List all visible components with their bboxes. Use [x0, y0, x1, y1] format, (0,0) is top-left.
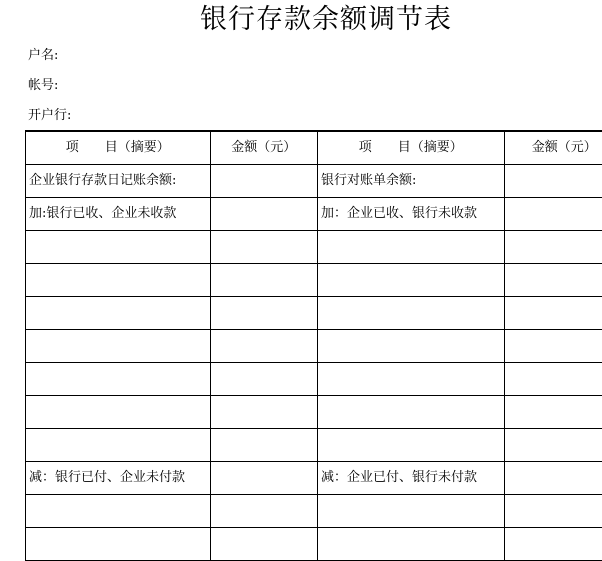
item-bank-cell	[317, 495, 504, 528]
amount-company-cell[interactable]	[210, 462, 317, 495]
item-bank-cell: 减：企业已付、银行未付款	[317, 462, 504, 495]
amount-bank-cell[interactable]	[504, 297, 602, 330]
item-company-cell	[26, 330, 211, 363]
amount-bank-cell[interactable]	[504, 363, 602, 396]
amount-company-cell[interactable]	[210, 396, 317, 429]
amount-company-cell[interactable]	[210, 495, 317, 528]
amount-bank-cell[interactable]	[504, 462, 602, 495]
item-bank-cell	[317, 297, 504, 330]
table-row	[26, 198, 602, 231]
amount-company-cell[interactable]	[210, 231, 317, 264]
item-bank-cell: 加：企业已收、银行未收款	[317, 198, 504, 231]
amount-company-cell[interactable]	[210, 198, 317, 231]
table-row	[26, 231, 602, 264]
header-item-bank: 项 目（摘要）	[317, 131, 504, 165]
amount-company-cell[interactable]	[210, 429, 317, 462]
item-company-cell	[26, 396, 211, 429]
amount-bank-cell[interactable]	[504, 165, 602, 198]
amount-bank-cell[interactable]	[504, 495, 602, 528]
item-company-cell	[26, 264, 211, 297]
item-company-cell	[26, 528, 211, 561]
item-bank-cell	[317, 231, 504, 264]
item-company-cell	[26, 429, 211, 462]
table-row	[26, 330, 602, 363]
item-company-cell	[26, 231, 211, 264]
amount-company-cell[interactable]	[210, 528, 317, 561]
item-company-cell: 加:银行已收、企业未收款	[26, 198, 211, 231]
item-bank-cell	[317, 363, 504, 396]
item-bank-cell	[317, 396, 504, 429]
amount-company-cell[interactable]	[210, 363, 317, 396]
amount-company-cell[interactable]	[210, 330, 317, 363]
amount-bank-cell[interactable]	[504, 231, 602, 264]
header-amount-company: 金额（元）	[210, 131, 317, 165]
table-header-row	[26, 131, 602, 165]
table-row	[26, 165, 602, 198]
item-company-cell: 企业银行存款日记账余额:	[26, 165, 211, 198]
reconciliation-table	[25, 130, 602, 561]
item-bank-cell	[317, 429, 504, 462]
table-row	[26, 429, 602, 462]
table-row	[26, 462, 602, 495]
item-bank-cell: 银行对账单余额:	[317, 165, 504, 198]
table-row	[26, 363, 602, 396]
table-row	[26, 495, 602, 528]
item-company-cell	[26, 297, 211, 330]
amount-company-cell[interactable]	[210, 297, 317, 330]
item-company-cell	[26, 363, 211, 396]
bank-label: 开户行:	[28, 108, 71, 124]
item-bank-cell	[317, 330, 504, 363]
table-row	[26, 396, 602, 429]
account-number-label: 帐号:	[28, 78, 58, 94]
table-row	[26, 528, 602, 561]
reconciliation-table-body	[26, 131, 602, 561]
amount-company-cell[interactable]	[210, 264, 317, 297]
item-bank-cell	[317, 264, 504, 297]
amount-bank-cell[interactable]	[504, 198, 602, 231]
amount-bank-cell[interactable]	[504, 429, 602, 462]
item-bank-cell	[317, 528, 504, 561]
header-amount-bank: 金额（元）	[504, 131, 602, 165]
table-row	[26, 264, 602, 297]
item-company-cell: 减：银行已付、企业未付款	[26, 462, 211, 495]
item-company-cell	[26, 495, 211, 528]
page-title: 银行存款余额调节表	[0, 0, 602, 40]
amount-bank-cell[interactable]	[504, 330, 602, 363]
header-item-company: 项 目（摘要）	[26, 131, 211, 165]
account-name-label: 户名:	[28, 48, 58, 64]
amount-bank-cell[interactable]	[504, 396, 602, 429]
table-row	[26, 297, 602, 330]
amount-bank-cell[interactable]	[504, 528, 602, 561]
amount-company-cell[interactable]	[210, 165, 317, 198]
amount-bank-cell[interactable]	[504, 264, 602, 297]
